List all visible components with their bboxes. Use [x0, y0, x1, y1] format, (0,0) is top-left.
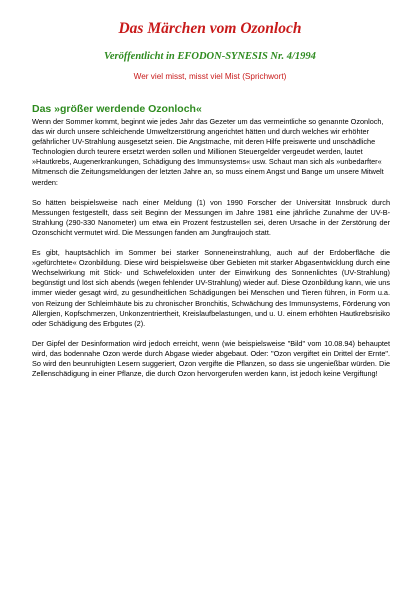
- body-text: [32, 117, 390, 389]
- paragraph-1: Wenn der Sommer kommt, beginnt wie jedes Jahr das Gezeter um das vermeintliche so genannte Ozonloch, das wir durch unsere schleichende Umweltzerstörung angerichtet hätten und durch welches wir erhöhter gefährlicher UV-Strahlung ausgesetzt seien. Die Angstmache, mit deren Hilfe preiswerte und unschädliche Technologien durch teurere ersetzt werden sollen und Millionen Steuergelder vergeudet werden, lautet »Hautkrebs, Augenerkrankungen, Schädigung des Immunsystems« usw. Schaut man sich als »unbedarfter« Mitmensch die Zeitungsmeldungen der letzten Jahre an, so muss einem Angst und Bange um unsere Mitwelt werden:: [32, 117, 384, 187]
- motto-quote: Wer viel misst, misst viel Mist (Sprichwort): [133, 72, 287, 81]
- publication-subtitle: Veröffentlicht in EFODON-SYNESIS Nr. 4/1994: [104, 51, 316, 62]
- paragraph-2: So hätten beispielsweise nach einer Meldung (1) von 1990 Forscher der Universität Innsbruck durch Messungen festgestellt, dass seit Beginn der Messungen im Jahre 1981 eine jährliche Zunahme der UV-B-Strahlung (290-330 Nanometer) um etwa ein Prozent festzustellen sei, deren Ursache in der Zerstörung der Ozonschicht vermutet wird. Die Messungen fanden am Jungfraujoch statt.: [32, 197, 390, 237]
- paragraph-4: Der Gipfel der Desinformation wird jedoch erreicht, wenn (wie beispielsweise "Bild" vom 10.08.94) behauptet wird, das bodennahe Ozon werde durch Abgase wieder abgebaut. Oder: "Ozon vergiftet ein Drittel der Ernte". So wird den beunruhigten Lesern suggeriert, Ozon vergifte die Pflanzen, so dass sie ungenießbar würden. Die Zellenschädigung in einer Pflanze, die durch Ozon hervorgerufen werden kann, ist jedoch keine Vergiftung!: [32, 338, 390, 379]
- paragraph-3: Es gibt, hauptsächlich im Sommer bei starker Sonneneinstrahlung, auch auf der Erdoberfläche die »gefürchtete« Ozonbildung. Diese wird beispielsweise über Gebieten mit starker Abgasentwicklung durch eine Wechselwirkung mit Stick- und Schwefeloxiden unter der Einwirkung des Sonnenlichtes (UV-Strahlung) begünstigt und löst sich abends (wegen fehlender UV-Strahlung) wieder auf. Diese Ozonbildung kann, wie uns immer wieder gesagt wird, zu gesundheitlichen Schädigungen bei Menschen und Tieren führen, in Form u.a. von Reizung der Schleimhäute bis zu chronischer Bronchitis, Schwächung des Immunsystems, Förderung von Allergien, Kopfschmerzen, Unkonzentriertheit, Kreislaufbelastungen, und u. U. einem erhöhten Hautkrebsrisiko oder Schädigung des Erbgutes (2).: [32, 248, 390, 328]
- section-heading: Das »größer werdende Ozonloch«: [32, 103, 202, 115]
- document-title: Das Märchen vom Ozonloch: [118, 20, 302, 37]
